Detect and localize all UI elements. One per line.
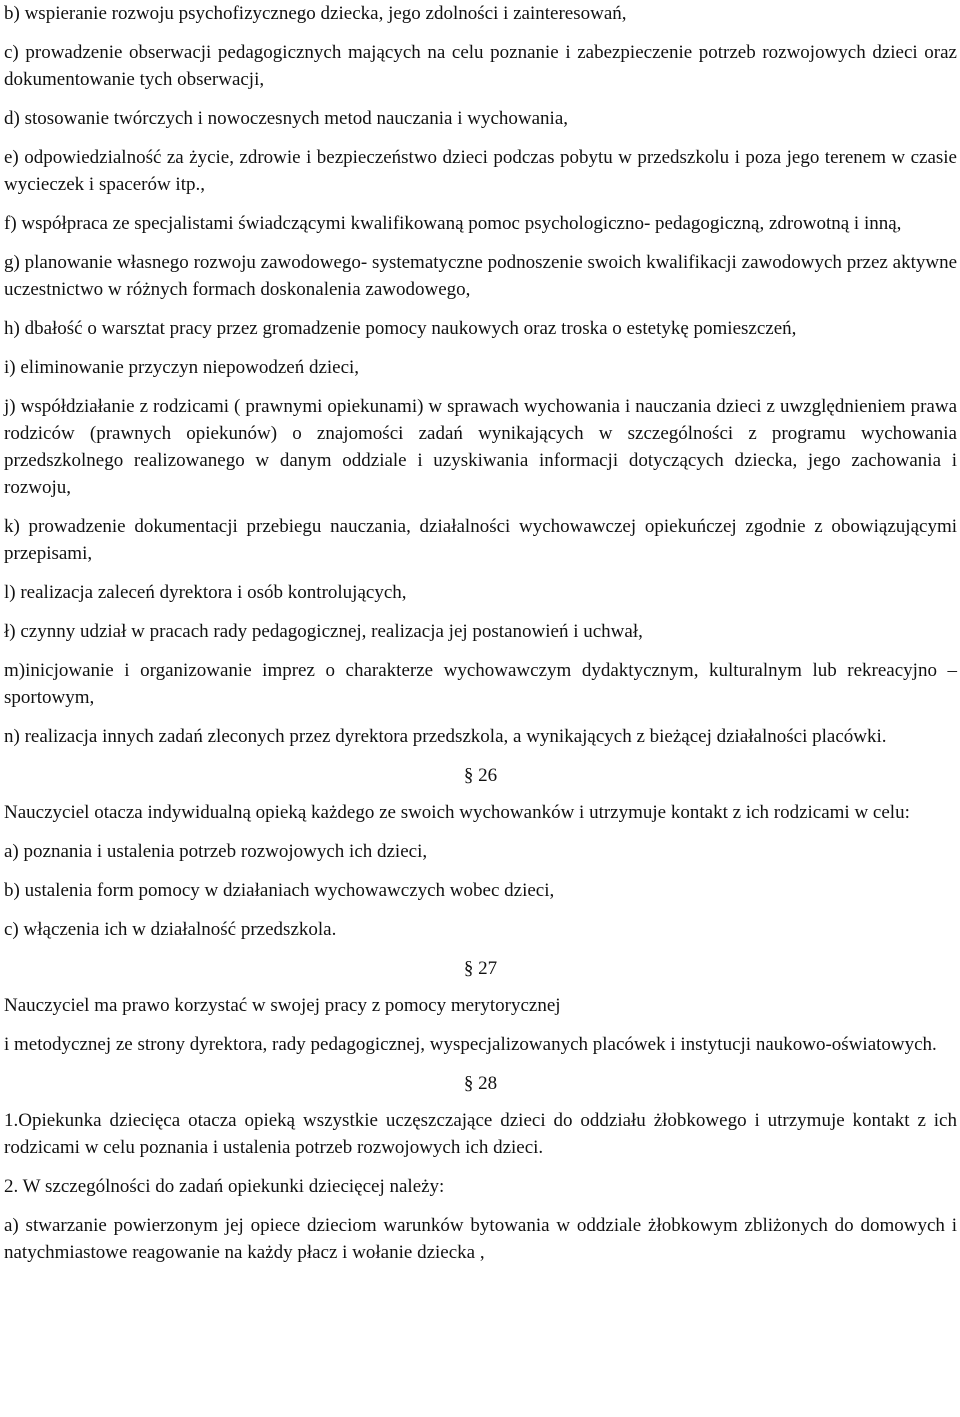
paragraph-26-c: c) włączenia ich w działalność przedszkola. xyxy=(4,919,337,940)
paragraph-b: b) wspieranie rozwoju psychofizycznego dziecka, jego zdolności i zainteresowań, xyxy=(4,3,627,24)
paragraph-26-a: a) poznania i ustalenia potrzeb rozwojowych ich dzieci, xyxy=(4,841,428,862)
paragraph-c: c) prowadzenie obserwacji pedagogicznych mających na celu poznanie i zabezpieczenie potrzeb rozwojowych dzieci oraz dokumentowanie tych obserwacji, xyxy=(4,42,957,90)
paragraph-26-b: b) ustalenia form pomocy w działaniach wychowawczych wobec dzieci, xyxy=(4,880,555,901)
paragraph-26-intro: Nauczyciel otacza indywidualną opieką każdego ze swoich wychowanków i utrzymuje kontakt z ich rodzicami w celu: xyxy=(4,802,910,823)
paragraph-l: l) realizacja zaleceń dyrektora i osób kontrolujących, xyxy=(4,582,407,603)
paragraph-l-stroke: ł) czynny udział w pracach rady pedagogicznej, realizacja jej postanowień i uchwał, xyxy=(4,621,643,642)
paragraph-i: i) eliminowanie przyczyn niepowodzeń dzieci, xyxy=(4,357,360,378)
section-heading-26: § 26 xyxy=(463,765,498,786)
paragraph-28-a: a) stwarzanie powierzonym jej opiece dzieciom warunków bytowania w oddziale żłobkowym zbliżonych do domowych i natychmiastowe reagowanie na każdy płacz i wołanie dziecka , xyxy=(4,1215,957,1263)
paragraph-n: n) realizacja innych zadań zleconych przez dyrektora przedszkola, a wynikających z bieżącej działalności placówki. xyxy=(4,726,887,747)
paragraph-d: d) stosowanie twórczych i nowoczesnych metod nauczania i wychowania, xyxy=(4,108,568,129)
paragraph-h: h) dbałość o warsztat pracy przez gromadzenie pomocy naukowych oraz troska o estetykę pomieszczeń, xyxy=(4,318,797,339)
paragraph-j: j) współdziałanie z rodzicami ( prawnymi opiekunami) w sprawach wychowania i nauczania dzieci z uwzględnieniem prawa rodziców (prawnych opiekunów) o znajomości zadań wynikających w szczególności z programu wychowania przedszkolnego realizowanego w danym oddziale i uzyskiwania informacji dotyczących dziecka, jego zachowania i rozwoju, xyxy=(4,396,957,498)
paragraph-27-a: Nauczyciel ma prawo korzystać w swojej pracy z pomocy merytorycznej xyxy=(4,995,561,1016)
paragraph-28-2: 2. W szczególności do zadań opiekunki dziecięcej należy: xyxy=(4,1176,445,1197)
paragraph-28-1: 1.Opiekunka dziecięca otacza opieką wszystkie uczęszczające dzieci do oddziału żłobkowego i utrzymuje kontakt z ich rodzicami w celu poznania i ustalenia potrzeb rozwojowych ich dzieci. xyxy=(4,1110,957,1158)
section-heading-28: § 28 xyxy=(463,1073,498,1094)
paragraph-g: g) planowanie własnego rozwoju zawodowego- systematyczne podnoszenie swoich kwalifikacji zawodowych przez aktywne uczestnictwo w różnych formach doskonalenia zawodowego, xyxy=(4,252,957,300)
paragraph-f: f) współpraca ze specjalistami świadczącymi kwalifikowaną pomoc psychologiczno- pedagogiczną, zdrowotną i inną, xyxy=(4,213,902,234)
document-page xyxy=(4,0,957,1278)
paragraph-m: m)inicjowanie i organizowanie imprez o charakterze wychowawczym dydaktycznym, kulturalnym lub rekreacyjno – sportowym, xyxy=(4,660,957,708)
paragraph-e: e) odpowiedzialność za życie, zdrowie i bezpieczeństwo dzieci podczas pobytu w przedszkolu i poza jego terenem w czasie wycieczek i spacerów itp., xyxy=(4,147,957,195)
paragraph-k: k) prowadzenie dokumentacji przebiegu nauczania, działalności wychowawczej opiekuńczej zgodnie z obowiązującymi przepisami, xyxy=(4,516,957,564)
paragraph-27-b: i metodycznej ze strony dyrektora, rady pedagogicznej, wyspecjalizowanych placówek i instytucji naukowo-oświatowych. xyxy=(4,1034,937,1055)
section-heading-27: § 27 xyxy=(463,958,498,979)
